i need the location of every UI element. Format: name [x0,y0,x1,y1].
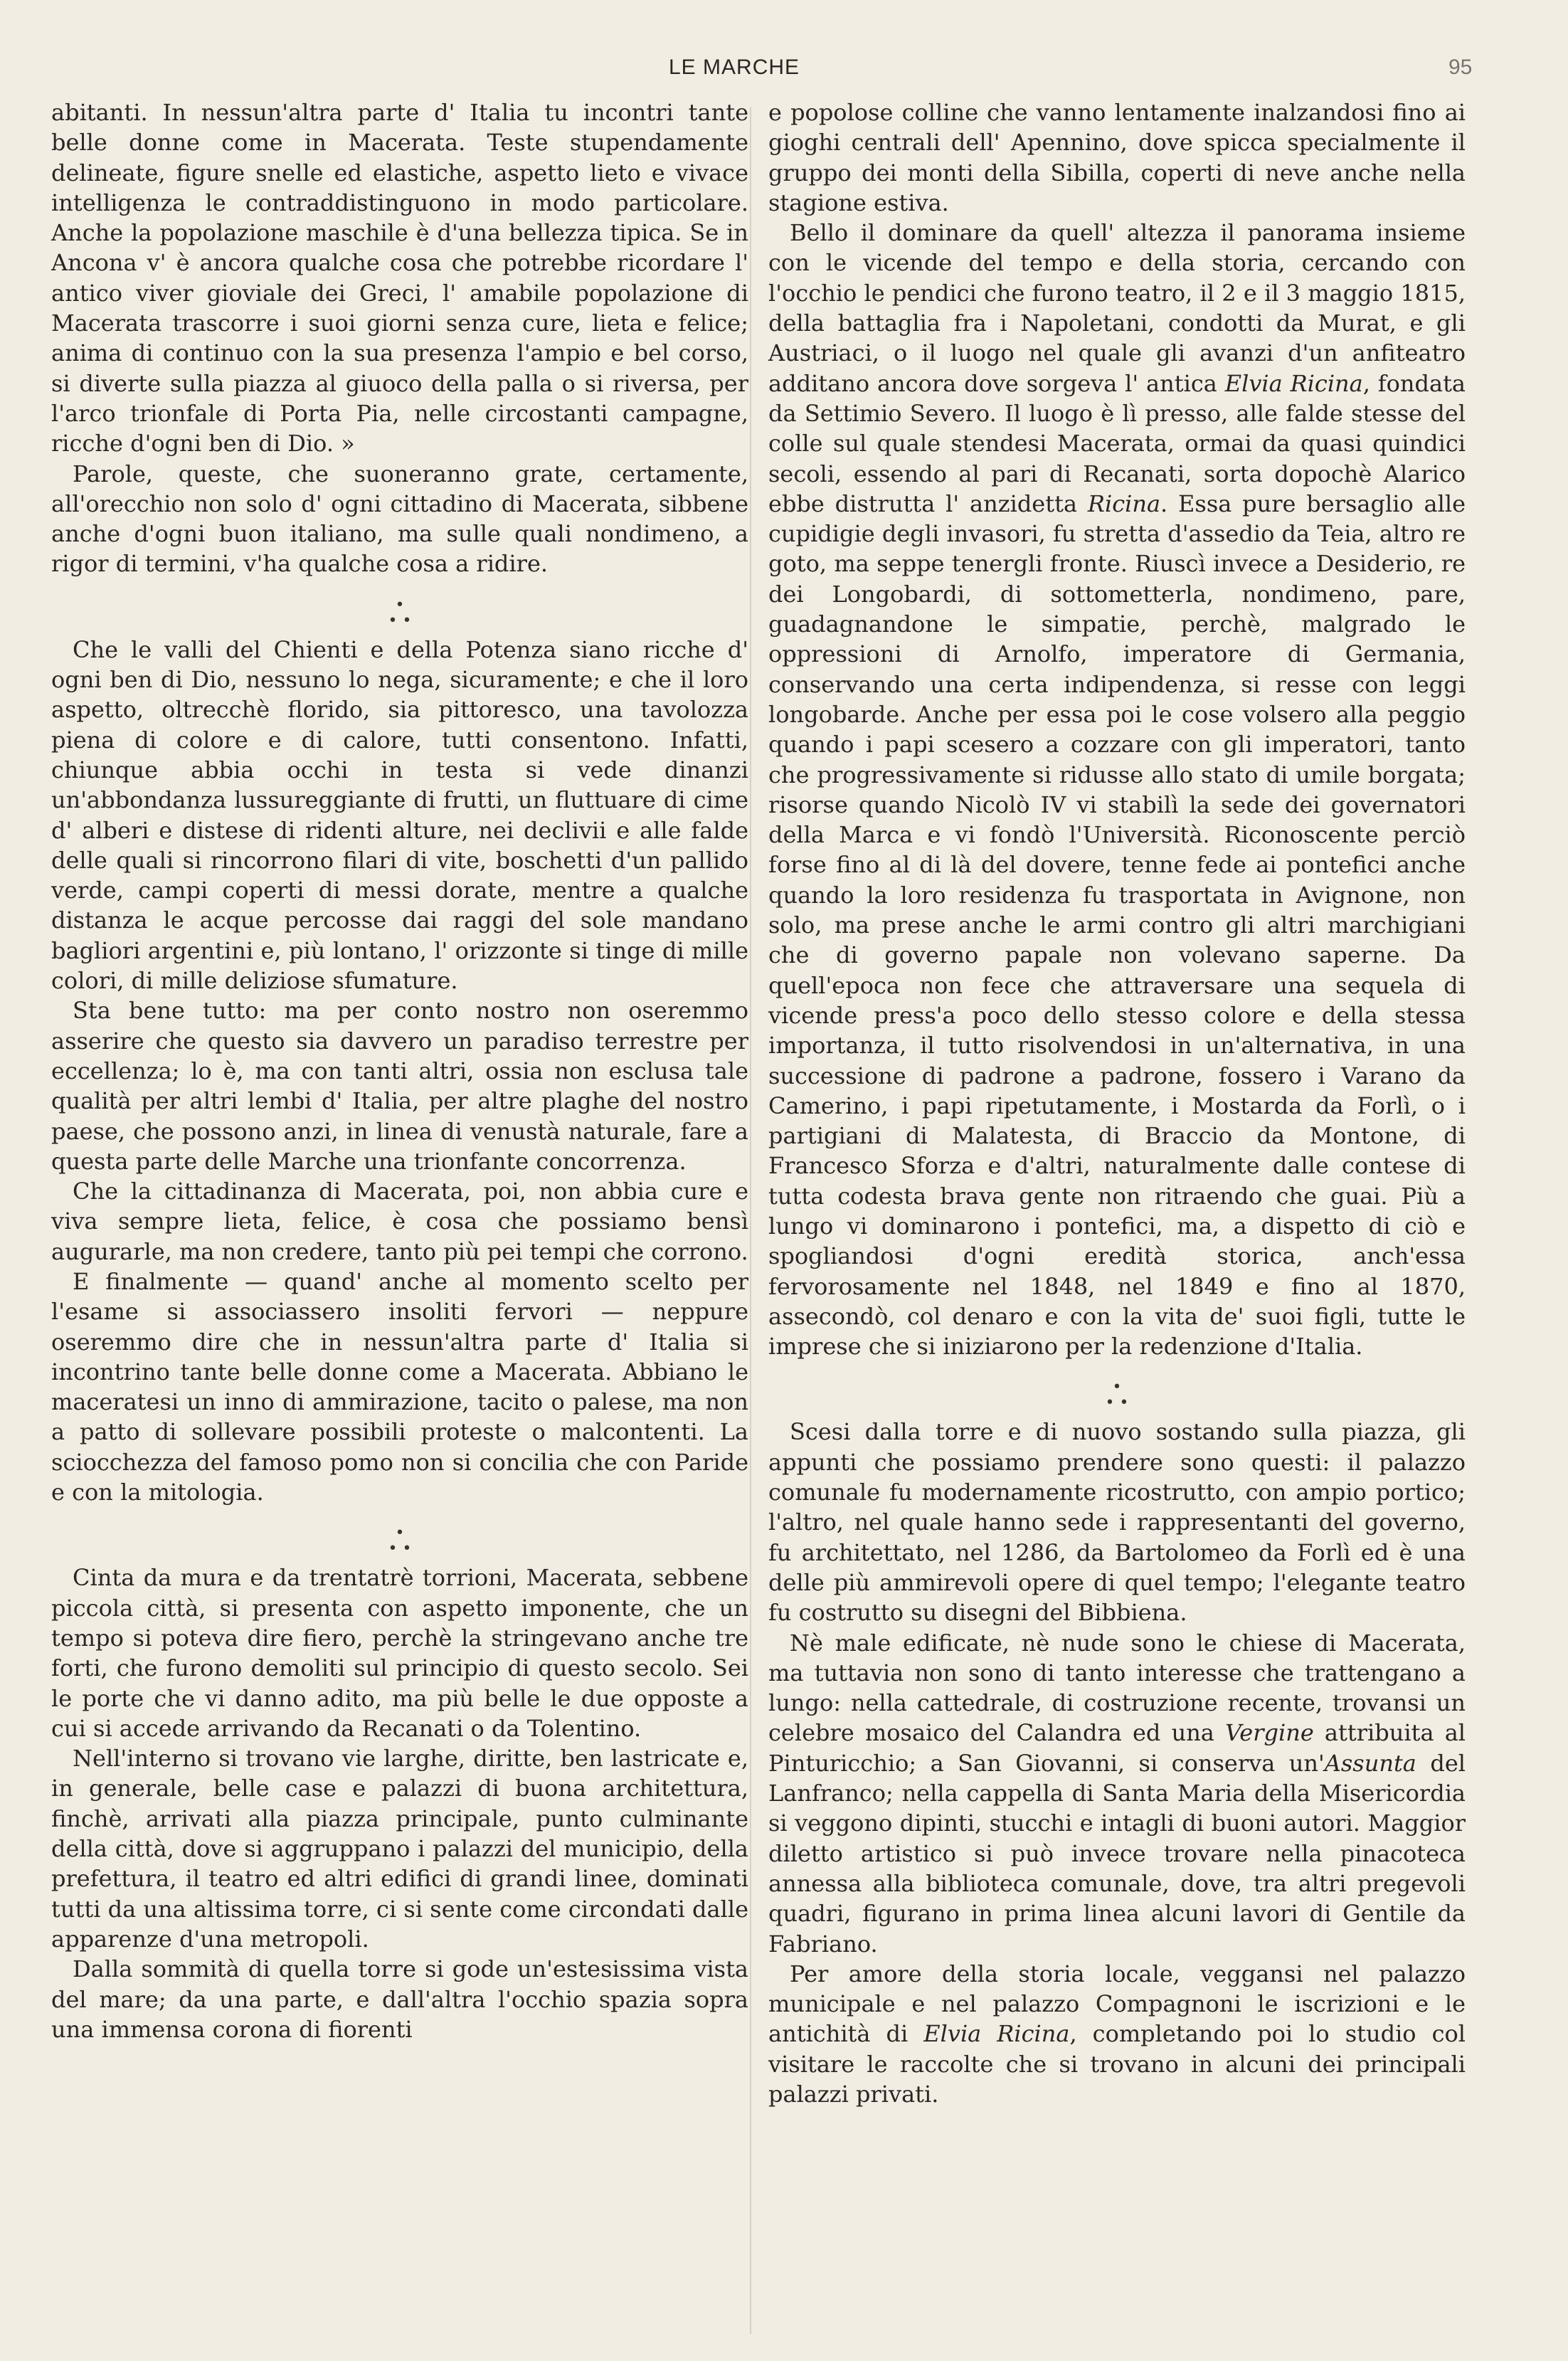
separator-dots: • • [388,1540,412,1558]
italic-term: Assunta [1324,1749,1416,1777]
paragraph [768,1628,1466,1959]
italic-term: Vergine [1225,1719,1314,1747]
paragraph: E finalmente — quand' anche al momento scelto per l'esame si associassero insoliti fervori — neppure oseremmo dire che in nessun'altra parte d' Italia si incontrino tante belle donne come a Macerata. Abbiano le maceratesi un inno di ammirazione, tacito o palese, ma non a patto di sollevare possibili proteste o malcontenti. La sciocchezza del famoso pomo non si concilia che con Paride e con la mitologia. [51,1267,748,1506]
section-separator [51,598,748,629]
separator-dot: • [1112,1378,1122,1397]
separator-dots: • • [1105,1394,1129,1412]
paragraph: Dalla sommità di quella torre si gode un'estesissima vista del mare; da una parte, e dall'altra l'occhio spazia sopra una immensa corona di fiorenti [51,1955,748,2043]
paragraph: Parole, queste, che suoneranno grate, certamente, all'orecchio non solo d' ogni cittadino di Macerata, sibbene anche d'ogni buon italiano, ma sulle quali nondimeno, a rigor di termini, v'ha qualche cosa a ridire. [51,460,748,578]
paragraph: Che le valli del Chienti e della Potenza siano ricche d' ogni ben di Dio, nessuno lo nega, sicuramente; e che il loro aspetto, oltrecchè florido, sia pittoresco, una tavolozza piena di colore e di calore, tutti consentono. Infatti, chiunque abbia occhi in testa si vede dinanzi un'abbondanza lussureggiante di frutti, un fluttuare di cime d' alberi e distese di ridenti alture, nei declivii e alle falde delle quali si rincorrono filari di vite, boschetti d'un pallido verde, campi coperti di messi dorate, mentre a qualche distanza le acque percosse dai raggi del sole mandano bagliori argentini e, più lontano, l' orizzonte si tinge di mille colori, di mille deliziose sfumature. [51,635,748,995]
separator-dot: • [395,1524,405,1543]
paragraph: Nell'interno si trovano vie larghe, diritte, ben lastricate e, in generale, belle case e palazzi di buona architettura, finchè, arrivati alla piazza principale, punto culminante della città, dove si aggruppano i palazzi del municipio, della prefettura, il teatro ed altri edifici di grandi linee, dominati tutti da una altissima torre, ci si sente come circondati dalle apparenze d'una metropoli. [51,1745,748,1953]
separator-dots: • • [388,611,412,630]
page-number: 95 [1448,56,1473,79]
paragraph: Sta bene tutto: ma per conto nostro non oseremmo asserire che questo sia davvero un paradiso terrestre per eccellenza; lo è, ma con tanti altri, ossia non esclusa tale qualità per altri lembi d' Italia, per altre plaghe del nostro paese, che possono anzi, in linea di venustà naturale, fare a questa parte delle Marche una trionfante concorrenza. [51,997,748,1175]
italic-term: Elvia Ricina [1224,369,1363,397]
text-run: Bello il dominare da quell' altezza il panorama insieme con le vicende del tempo e della storia, cercando con l'occhio le pendici che furono teatro, il 2 e il 3 maggio 1815, della battaglia fra i Napoletani, condotti da Murat, e gli Austriaci, o il luogo nel quale gli avanzi d'un anfiteatro additano ancora dove sorgeva l' antica [768,219,1466,397]
paragraph [768,218,1466,1361]
column-divider [750,107,751,2334]
text-run: Nè male edificate, nè nude sono le chiese di Macerata, ma tuttavia non sono di tanto interesse che trattengano a lungo: nella cattedrale, di costruzione recente, trovansi un celebre mosaico del Calandra ed una [768,1629,1466,1747]
section-separator [768,1380,1466,1411]
text-run: del Lanfranco; nella cappella di Santa Maria della Misericordia si veggono dipinti, stucchi e intagli di buoni autori. Maggior diletto artistico si può invece trovare nella pinacoteca annessa alla biblioteca comunale, dove, tra altri pregevoli quadri, figurano in prima linea alcuni lavori di Gentile da Fabriano. [768,1749,1466,1958]
italic-term: Ricina [1087,490,1161,517]
paragraph: Cinta da mura e da trentatrè torrioni, Macerata, sebbene piccola città, si presenta con aspetto imponente, che un tempo si poteva dire fiero, perchè la stringevano anche tre forti, che furono demoliti sul principio di questo secolo. Sei le porte che vi danno adito, ma più belle le due opposte a cui si accede arrivando da Recanati o da Tolentino. [51,1564,748,1742]
text-run: attribuita al Pinturicchio; a San Giovanni, si conserva un' [768,1719,1466,1777]
separator-dot: • [395,596,405,614]
paragraph: e popolose colline che vanno lentamente inalzandosi fino ai gioghi centrali dell' Apennino, dove spicca specialmente il gruppo dei monti della Sibilla, coperti di neve anche nella stagione estiva. [768,99,1466,216]
left-column [51,97,748,2044]
text-run: , fondata da Settimio Severo. Il luogo è lì presso, alle falde stesse del colle sul quale stendesi Macerata, ormai da quasi quindici secoli, essendo al pari di Recanati, sorta dopochè Alarico ebbe distrutta l' anzidetta [768,369,1466,517]
right-column [768,97,1466,2109]
text-run: Per amore della storia locale, veggansi nel palazzo municipale e nel palazzo Compagnoni le iscrizioni e le antichità di [768,1960,1466,2048]
paragraph [768,1959,1466,2109]
text-run: . Essa pure bersaglio alle cupidigie degli invasori, fu stretta d'assedio da Teia, altro re goto, ma seppe tenergli fronte. Riuscì invece a Desiderio, re dei Longobardi, di sottometterla, nondimeno, pare, guadagnandone le simpatie, perchè, malgrado le oppressioni di Arnolfo, imperatore di Germania, conservando una certa indipendenza, si resse con leggi longobarde. Anche per essa poi le cose volsero alla peggio quando i papi scesero a cozzare con gli imperatori, tanto che progressivamente si ridusse allo stato di umile borgata; risorse quando Nicolò IV vi stabilì la sede dei governatori della Marca e vi fondò l'Università. Riconoscente perciò forse fino al di là del dovere, tenne fede ai pontefici anche quando la loro residenza fu trasportata in Avignone, non solo, ma prese anche le armi contro gli altri marchigiani che di governo papale non volevano saperne. Da quell'epoca non fece che attraversare una sequela di vicende press'a poco dello stesso colore e della stessa importanza, il tutto risolvendosi in un'alternativa, in una successione di padrone a padrone, fossero i Varano da Camerino, i papi ripetutamente, i Mostarda da Forlì, o i partigiani di Malatesta, di Braccio da Montone, di Francesco Sforza e d'altri, naturalmente dalle contese di tutta codesta brava gente non ritraendo che guai. Più a lungo vi dominarono i pontefici, ma, a dispetto di ciò e spogliandosi d'ogni eredità storica, anch'essa fervorosamente nel 1848, nel 1849 e fino al 1870, assecondò, col denaro e con la vita de' suoi figli, tutte le imprese che si iniziarono per la redenzione d'Italia. [768,490,1466,1361]
text-run: , completando poi lo studio col visitare le raccolte che si trovano in alcuni dei principali palazzi privati. [768,2020,1466,2108]
italic-term: Elvia Ricina [923,2020,1070,2048]
running-head [0,56,1568,84]
paragraph: Che la cittadinanza di Macerata, poi, non abbia cure e viva sempre lieta, felice, è cosa che possiamo bensì augurarle, ma non credere, tanto più pei tempi che corrono. [51,1178,748,1265]
paragraph: abitanti. In nessun'altra parte d' Italia tu incontri tante belle donne come in Macerata. Teste stupendamente delineate, figure snelle ed elastiche, aspetto lieto e vivace intelligenza le contraddistinguono in modo particolare. Anche la popolazione maschile è d'una bellezza tipica. Se in Ancona v' è ancora qualche cosa che potrebbe ricordare l' antico viver gioviale dei Greci, l' amabile popolazione di Macerata trascorre i suoi giorni senza cure, lieta e felice; anima di continuo con la sua presenza l'ampio e bel corso, si diverte sulla piazza al giuoco della palla o si riversa, per l'arco trionfale di Porta Pia, nelle circostanti campagne, ricche d'ogni ben di Dio. » [51,99,748,458]
page-title: LE MARCHE [669,56,800,79]
paragraph: Scesi dalla torre e di nuovo sostando sulla piazza, gli appunti che possiamo prendere sono questi: il palazzo comunale fu modernamente ricostrutto, con ampio portico; l'altro, nel quale hanno sede i rappresentanti del governo, fu architettato, nel 1286, da Bartolomeo da Forlì ed è una delle più ammirevoli opere di quel tempo; l'elegante teatro fu costrutto su disegni del Bibbiena. [768,1418,1466,1627]
section-separator [51,1526,748,1557]
